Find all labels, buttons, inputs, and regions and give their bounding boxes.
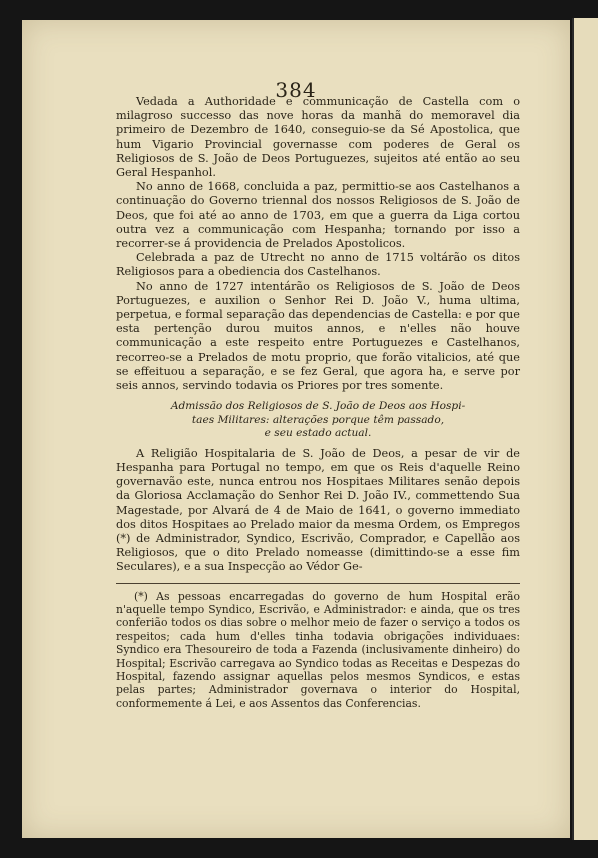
page-body: [116, 95, 520, 710]
paragraph-2: No anno de 1668, concluida a paz, permittio-se aos Castelhanos a continuação do Governo triennal dos nossos Religiosos de S. João de Deos, que foi até ao anno de 1703, em que a guerra da Liga cortou outra vez a communicação com Hespanha; tornando por isso a recorrer-se á providencia de Prelados Apostolicos.: [116, 180, 520, 251]
section-heading: [116, 400, 520, 441]
section-paragraph: A Religião Hospitalaria de S. João de Deos, a pesar de vir de Hespanha para Portugal no tempo, em que os Reis d'aquelle Reino governavão este, nunca entrou nos Hospitaes Militares senão depois da Gloriosa Acclamação do Senhor Rei D. João IV., commettendo Sua Magestade, por Alvará de 4 de Maio de 1641, o governo immediato dos ditos Hospitaes ao Prelado maior da mesma Ordem, os Empregos (*) de Administrador, Syndico, Escrivão, Comprador, e Capellão aos Religiosos, que o dito Prelado nomeasse (dimittindo-se a esse fim Seculares), e a sua Inspecção ao Védor Ge-: [116, 446, 520, 574]
paragraph-3: Celebrada a paz de Utrecht no anno de 1715 voltárão os ditos Religiosos para a obediencia dos Castelhanos.: [116, 251, 520, 279]
footnote-text: (*) As pessoas encarregadas do governo de hum Hospital erão n'aquelle tempo Syndico, Escrivão, e Administrador: e ainda, que os tres conferião todos os dias sobre o melhor meio de fazer o serviço a todos os respeitos; cada hum d'elles tinha todavia obrigações individuaes: Syndico era Thesoureiro de toda a Fazenda (inclusivamente dinheiro) do Hospital; Escrivão carregava ao Syndico todas as Receitas e Despezas do Hospital, fazendo assignar aquellas pelos mesmos Syndicos, e estas pelas partes; Administrador governava o interior do Hospital, conformemente á Lei, e aos Assentos das Conferencias.: [116, 589, 520, 710]
paragraph-1: Vedada a Authoridade e communicação de Castella com o milagroso successo das nove horas da manhã do memoravel dia primeiro de Dezembro de 1640, conseguio-se da Sé Apostolica, que hum Vigario Provincial governasse com poderes de Geral os Religiosos de S. João de Deos Portuguezes, sujeitos até então ao seu Geral Hespanhol.: [116, 95, 520, 180]
footnote-divider: [116, 583, 520, 584]
section-heading-line-3: e seu estado actual.: [264, 427, 372, 440]
page-number: 384: [275, 78, 317, 102]
section-heading-line-2: taes Militares: alterações porque têm passado,: [191, 413, 445, 426]
footnote: [116, 590, 520, 711]
section-heading-line-1: Admissão dos Religiosos de S. João de Deos aos Hospi-: [170, 400, 466, 413]
paragraph-4: No anno de 1727 intentárão os Religiosos de S. João de Deos Portuguezes, e auxilion o Senhor Rei D. João V., huma ultima, perpetua, e formal separação das dependencias de Castella: e por que esta pertenção durou muitos annos, e n'elles não houve communicação a este respeito entre Portuguezes e Castelhanos, recorreo-se a Prelados de motu proprio, que forão vitalicios, até que se effeituou a separação, e se fez Geral, que agora ha, e serve por seis annos, servindo todavia os Priores por tres somente.: [116, 279, 520, 393]
adjacent-page-edge: [572, 18, 598, 840]
